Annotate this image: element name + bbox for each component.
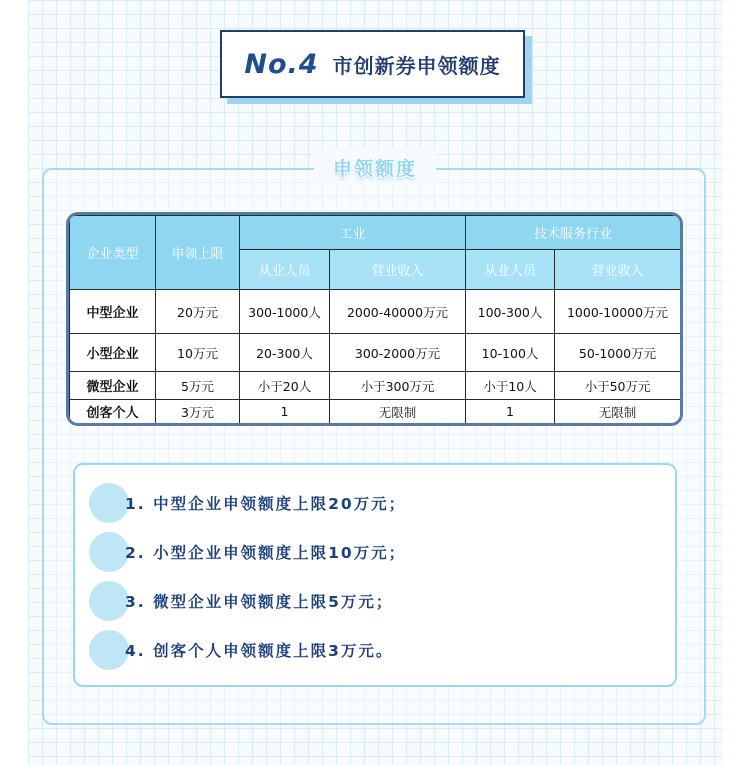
cell-industry-staff: 1 xyxy=(240,400,330,424)
cell-industry-revenue: 300-2000万元 xyxy=(330,334,466,372)
cell-type: 中型企业 xyxy=(70,290,156,334)
header-limit: 申领上限 xyxy=(156,216,240,290)
section-number: No.4 xyxy=(244,48,319,80)
cell-industry-staff: 300-1000人 xyxy=(240,290,330,334)
cell-tech-staff: 100-300人 xyxy=(466,290,555,334)
list-item xyxy=(89,630,393,670)
notes-box xyxy=(73,463,677,687)
page-title-box xyxy=(220,30,525,98)
cell-limit: 3万元 xyxy=(156,400,240,424)
note-text: 4. 创客个人申领额度上限3万元。 xyxy=(125,642,394,660)
cell-industry-revenue: 小于300万元 xyxy=(330,372,466,400)
note-text: 3. 微型企业申领额度上限5万元； xyxy=(125,593,394,611)
cell-tech-revenue: 小于50万元 xyxy=(555,372,681,400)
cell-tech-staff: 1 xyxy=(466,400,555,424)
cell-limit: 20万元 xyxy=(156,290,240,334)
note-text: 2. 小型企业申领额度上限10万元； xyxy=(125,544,407,562)
cell-industry-revenue: 无限制 xyxy=(330,400,466,424)
header-tech-staff: 从业人员 xyxy=(466,250,555,290)
table-row xyxy=(70,334,681,372)
cell-type: 小型企业 xyxy=(70,334,156,372)
quota-table xyxy=(66,212,683,426)
list-item xyxy=(89,581,393,621)
cell-tech-staff: 小于10人 xyxy=(466,372,555,400)
section-title: 申领额度 xyxy=(314,148,436,186)
cell-type: 创客个人 xyxy=(70,400,156,424)
cell-limit: 5万元 xyxy=(156,372,240,400)
cell-tech-revenue: 无限制 xyxy=(555,400,681,424)
header-enterprise-type: 企业类型 xyxy=(70,216,156,290)
table-row xyxy=(70,400,681,424)
cell-tech-staff: 10-100人 xyxy=(466,334,555,372)
cell-industry-staff: 20-300人 xyxy=(240,334,330,372)
header-industry-staff: 从业人员 xyxy=(240,250,330,290)
cell-type: 微型企业 xyxy=(70,372,156,400)
cell-tech-revenue: 50-1000万元 xyxy=(555,334,681,372)
header-tech-revenue: 营业收入 xyxy=(555,250,681,290)
header-group-tech-service: 技术服务行业 xyxy=(466,216,681,250)
header-group-industry: 工业 xyxy=(240,216,466,250)
cell-industry-revenue: 2000-40000万元 xyxy=(330,290,466,334)
list-item xyxy=(89,483,406,523)
note-text: 1. 中型企业申领额度上限20万元； xyxy=(125,495,407,513)
table-row xyxy=(70,372,681,400)
cell-industry-staff: 小于20人 xyxy=(240,372,330,400)
list-item xyxy=(89,532,406,572)
cell-limit: 10万元 xyxy=(156,334,240,372)
page-title: 市创新券申领额度 xyxy=(332,53,501,78)
table-row xyxy=(70,290,681,334)
cell-tech-revenue: 1000-10000万元 xyxy=(555,290,681,334)
header-industry-revenue: 营业收入 xyxy=(330,250,466,290)
